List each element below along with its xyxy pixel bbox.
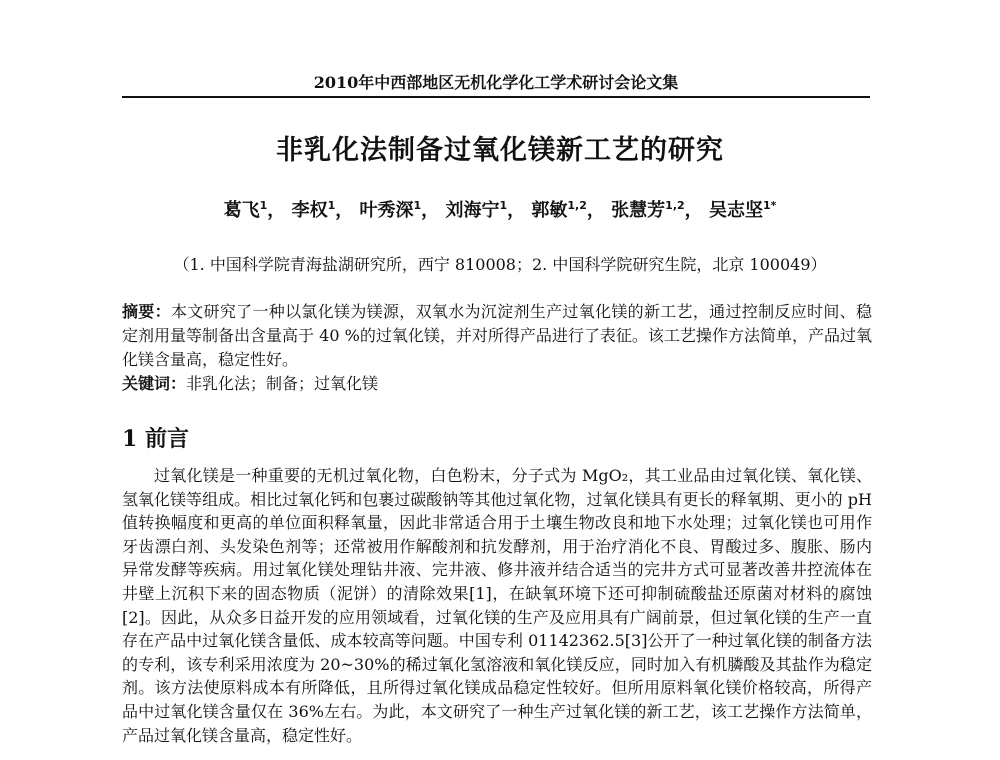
author: 郭敏 [531,200,568,221]
author: 刘海宁 [445,200,500,221]
keywords-text: 非乳化法；制备；过氧化镁 [186,374,379,393]
author-affil: 1 [327,199,336,212]
author: 吴志坚 [708,200,763,221]
author-affil: 1 [259,199,268,212]
abstract [122,300,872,372]
author-affil: 1 [499,199,508,212]
author: 李权 [291,200,328,221]
abstract-label: 摘要： [122,302,171,321]
keywords-label: 关键词： [122,374,187,393]
author-affil: 1,2 [665,199,685,212]
paper-title: 非乳化法制备过氧化镁新工艺的研究 [276,135,724,166]
body-paragraph: 过氧化镁是一种重要的无机过氧化物，白色粉末，分子式为 MgO₂，其工业品由过氧化镁、氧化镁、氢氧化镁等组成。相比过氧化钙和包裹过碳酸钠等其他过氧化物，过氧化镁具有更长的释氧期、更小的 pH 值转换幅度和更高的单位面积释氧量，因此非常适合用于土壤生物改良和地下水处理；过氧化镁也可用作牙齿漂白剂、头发染色剂等；还常被用作解酸剂和抗发酵剂，用于治疗消化不良、胃酸过多、腹胀、肠内异常发酵等疾病。用过氧化镁处理钻井液、完井液、修井液并结合适当的完井方式可显著改善井控流体在井壁上沉积下来的固态物质（泥饼）的清除效果[1]，在缺氧环境下还可抑制硫酸盐还原菌对材料的腐蚀[2]。因此，从众多日益开发的应用领域看，过氧化镁的生产及应用具有广阔前景，但过氧化镁的生产一直存在产品中过氧化镁含量低、成本较高等问题。中国专利 01142362.5[3]公开了一种过氧化镁的制备方法的专利，该专利采用浓度为 20~30%的稀过氧化氢溶液和氧化镁反应，同时加入有机膦酸及其盐作为稳定剂。该方法使原料成本有所降低，且所得过氧化镁成品稳定性较好。但所用原料氧化镁价格较高，所得产品中过氧化镁含量仅在 36%左右。为此，本文研究了一种生产过氧化镁的新工艺，该工艺操作方法简单，产品过氧化镁含量高，稳定性好。 [122,466,872,745]
abstract-text: 本文研究了一种以氯化镁为镁源，双氧水为沉淀剂生产过氧化镁的新工艺，通过控制反应时间、稳定剂用量等制备出含量高于 40 %的过氧化镁，并对所得产品进行了表征。该工艺操作方法简单，产品过氧化镁含量高，稳定性好。 [122,302,872,369]
author: 张慧芳 [611,200,666,221]
section-heading: 1 前言 [122,426,189,452]
author: 叶秀深 [359,200,414,221]
author-affil: 1,2 [567,199,587,212]
author-affil: 1* [762,199,777,212]
keywords [122,372,872,396]
author: 葛飞 [223,200,260,221]
running-header: 2010年中西部地区无机化学化工学术研讨会论文集 [122,70,870,98]
author-list: 葛飞$^1$， 李权$^1$， 叶秀深$^1$， 刘海宁$^1$， 郭敏$^{1,2}$， 张慧芳$^{1,2}$， 吴志坚$^{1*}$ [223,199,777,221]
author-affil: 1 [413,199,422,212]
affiliations: （1. 中国科学院青海盐湖研究所，西宁 810008；2. 中国科学院研究生院，北京 100049） [173,255,827,274]
